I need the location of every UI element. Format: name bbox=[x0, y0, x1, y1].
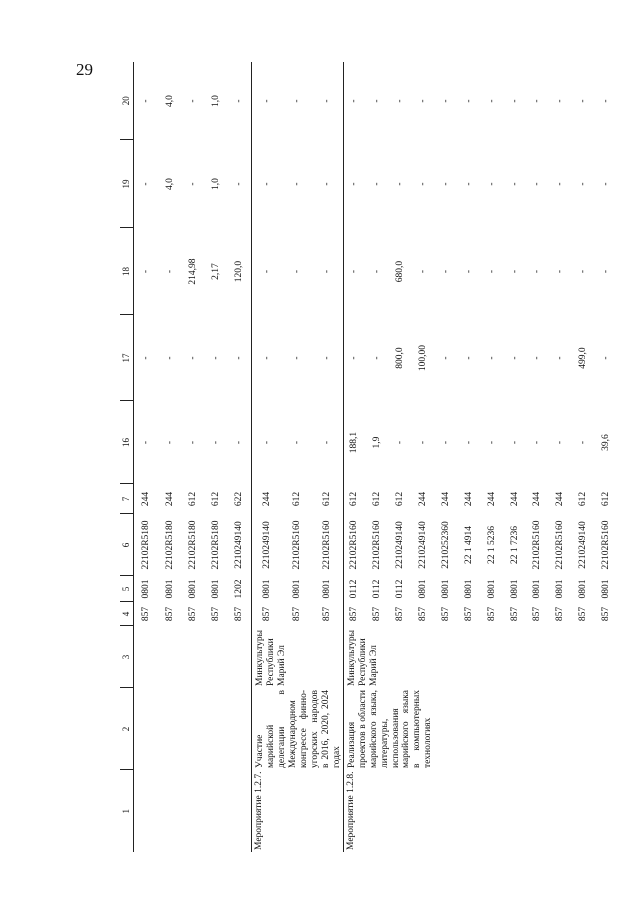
target-article-cell: 22 1 4914 bbox=[463, 526, 474, 564]
value-cell-17: - bbox=[252, 315, 283, 401]
value-cell-19: - bbox=[578, 182, 589, 186]
target-article-cell: 22102R5180 bbox=[188, 520, 199, 570]
executor-cell bbox=[134, 626, 160, 688]
value-cell-19: - bbox=[486, 182, 497, 186]
header-cell: 5 bbox=[120, 576, 134, 602]
table-row bbox=[206, 62, 229, 852]
expense-type-cell: 244 bbox=[463, 491, 474, 507]
value-cell-19: - bbox=[532, 182, 543, 186]
value-cell-20: - bbox=[252, 62, 283, 140]
value-cell-18: - bbox=[601, 269, 612, 274]
value-cell-16: - bbox=[291, 440, 302, 445]
header-cell: 1 bbox=[120, 770, 134, 852]
value-cell-18: 2,17 bbox=[211, 263, 222, 280]
expense-type-cell: 612 bbox=[395, 491, 406, 507]
value-cell-18: 120,0 bbox=[234, 260, 245, 283]
value-cell-18: - bbox=[463, 269, 474, 274]
value-cell-18: - bbox=[440, 269, 451, 274]
grbs-cell: 857 bbox=[601, 606, 612, 622]
expense-type-cell: 244 bbox=[252, 484, 283, 514]
target-article-cell: 22102R5180 bbox=[165, 520, 176, 570]
grbs-cell: 857 bbox=[211, 606, 222, 622]
value-cell-17: - bbox=[463, 356, 474, 360]
expense-type-cell: 244 bbox=[509, 491, 520, 507]
target-article-cell: 22102R5160 bbox=[291, 520, 302, 570]
value-cell-19: 4,0 bbox=[165, 178, 176, 190]
value-cell-16: - bbox=[417, 440, 428, 445]
table-row bbox=[252, 62, 283, 852]
value-cell-20: - bbox=[555, 99, 566, 103]
value-cell-17: - bbox=[601, 356, 612, 360]
value-cell-18: - bbox=[372, 269, 383, 274]
description-cell bbox=[229, 688, 252, 770]
description-cell: Реализация проектов в области марийского языка, литературы, использования марийского языка в компьютерных технологиях bbox=[343, 688, 618, 770]
table-row bbox=[229, 62, 252, 852]
value-cell-20: - bbox=[395, 99, 406, 103]
grbs-cell: 857 bbox=[321, 606, 332, 622]
section-cell: 0801 bbox=[252, 576, 283, 602]
expense-type-cell: 612 bbox=[188, 491, 199, 507]
header-cell: 7 bbox=[120, 484, 134, 514]
value-cell-16: - bbox=[188, 440, 199, 445]
value-cell-16: - bbox=[440, 440, 451, 445]
value-cell-19: 1,0 bbox=[211, 178, 222, 190]
value-cell-19: - bbox=[321, 182, 332, 186]
executor-cell bbox=[160, 626, 183, 688]
target-article-cell: 22102R5160 bbox=[555, 520, 566, 570]
value-cell-17: - bbox=[321, 356, 332, 360]
value-cell-20: - bbox=[509, 99, 520, 103]
section-cell: 0112 bbox=[395, 579, 406, 599]
value-cell-18: - bbox=[532, 269, 543, 274]
grbs-cell: 857 bbox=[343, 602, 366, 626]
value-cell-18: - bbox=[486, 269, 497, 274]
value-cell-19: - bbox=[234, 182, 245, 186]
event-cell bbox=[160, 770, 183, 852]
value-cell-18: - bbox=[578, 269, 589, 274]
value-cell-20: - bbox=[601, 99, 612, 103]
value-cell-20: 1,0 bbox=[211, 95, 222, 107]
grbs-cell: 857 bbox=[440, 606, 451, 622]
value-cell-19: - bbox=[395, 182, 406, 186]
section-cell: 0801 bbox=[188, 579, 199, 599]
section-cell: 0801 bbox=[509, 579, 520, 599]
grbs-cell: 857 bbox=[140, 606, 151, 622]
value-cell-19: - bbox=[417, 182, 428, 186]
expense-type-cell: 612 bbox=[601, 491, 612, 507]
header-cell: 20 bbox=[120, 62, 134, 140]
executor-cell bbox=[183, 626, 206, 688]
grbs-cell: 857 bbox=[395, 606, 406, 622]
value-cell-16: 39,6 bbox=[601, 434, 612, 451]
value-cell-16: - bbox=[165, 440, 176, 445]
table-row bbox=[160, 62, 183, 852]
value-cell-18: - bbox=[555, 269, 566, 274]
value-cell-19: - bbox=[188, 182, 199, 186]
page-number: 29 bbox=[76, 60, 93, 79]
header-cell: 17 bbox=[120, 315, 134, 401]
header-row bbox=[120, 62, 134, 852]
target-article-cell: 2210249140 bbox=[234, 521, 245, 569]
description-cell: Участие марийской делегации в Международном конгрессе финно-угорских народов в 2016, 2020, 2024 годах bbox=[252, 688, 343, 770]
value-cell-16: 188,1 bbox=[343, 401, 366, 484]
grbs-cell: 857 bbox=[463, 606, 474, 622]
value-cell-19: - bbox=[252, 140, 283, 228]
expense-type-cell: 244 bbox=[417, 491, 428, 507]
table-body bbox=[134, 62, 619, 852]
section-cell: 0801 bbox=[601, 579, 612, 599]
event-cell bbox=[206, 770, 229, 852]
value-cell-19: - bbox=[372, 182, 383, 186]
value-cell-20: - bbox=[578, 99, 589, 103]
value-cell-16: - bbox=[252, 401, 283, 484]
value-cell-19: - bbox=[555, 182, 566, 186]
target-article-cell: 22102R5160 bbox=[372, 520, 383, 570]
target-article-cell: 2210249140 bbox=[395, 521, 406, 569]
value-cell-17: - bbox=[343, 315, 366, 401]
value-cell-17: - bbox=[188, 356, 199, 360]
event-cell: Мероприятие 1.2.7. bbox=[252, 770, 343, 852]
value-cell-19: - bbox=[140, 182, 151, 186]
value-cell-20: - bbox=[140, 99, 151, 103]
value-cell-20: - bbox=[234, 99, 245, 103]
value-cell-18: - bbox=[509, 269, 520, 274]
value-cell-17: 100,00 bbox=[417, 344, 428, 372]
value-cell-20: - bbox=[417, 99, 428, 103]
section-cell: 0801 bbox=[555, 579, 566, 599]
value-cell-20: - bbox=[486, 99, 497, 103]
value-cell-20: - bbox=[291, 99, 302, 103]
target-article-cell: 22 1 5236 bbox=[486, 526, 497, 564]
executor-cell bbox=[229, 626, 252, 688]
table-row bbox=[343, 62, 366, 852]
expense-type-cell: 244 bbox=[165, 491, 176, 507]
value-cell-18: 214,98 bbox=[188, 258, 199, 285]
section-cell: 0801 bbox=[417, 579, 428, 599]
value-cell-16: - bbox=[395, 440, 406, 445]
value-cell-17: - bbox=[211, 356, 222, 360]
section-cell: 0801 bbox=[211, 579, 222, 599]
section-cell: 0112 bbox=[343, 576, 366, 602]
grbs-cell: 857 bbox=[188, 606, 199, 622]
header-cell: 19 bbox=[120, 140, 134, 228]
value-cell-16: - bbox=[211, 440, 222, 445]
grbs-cell: 857 bbox=[165, 606, 176, 622]
executor-cell: Минкультуры Республики Марий Эл bbox=[252, 626, 343, 688]
value-cell-16: - bbox=[509, 440, 520, 445]
expense-type-cell: 244 bbox=[555, 491, 566, 507]
event-cell: Мероприятие 1.2.8. bbox=[343, 770, 618, 852]
event-cell bbox=[134, 770, 160, 852]
section-cell: 0801 bbox=[578, 579, 589, 599]
section-cell: 0801 bbox=[165, 579, 176, 599]
value-cell-20: - bbox=[372, 99, 383, 103]
target-article-cell: 2210252360 bbox=[440, 521, 451, 569]
executor-cell bbox=[206, 626, 229, 688]
value-cell-16: - bbox=[140, 440, 151, 445]
value-cell-17: 499,0 bbox=[578, 347, 589, 369]
value-cell-19: - bbox=[601, 182, 612, 186]
budget-table bbox=[120, 62, 619, 852]
grbs-cell: 857 bbox=[234, 606, 245, 622]
expense-type-cell: 244 bbox=[440, 491, 451, 507]
target-article-cell: 22102R5160 bbox=[532, 520, 543, 570]
rotated-table-container bbox=[120, 62, 612, 852]
grbs-cell: 857 bbox=[291, 606, 302, 622]
value-cell-20: - bbox=[532, 99, 543, 103]
value-cell-18: - bbox=[343, 228, 366, 315]
header-cell: 16 bbox=[120, 401, 134, 484]
section-cell: 0112 bbox=[372, 579, 383, 599]
expense-type-cell: 244 bbox=[486, 491, 497, 507]
header-cell: 6 bbox=[120, 514, 134, 576]
expense-type-cell: 612 bbox=[343, 484, 366, 514]
grbs-cell: 857 bbox=[532, 606, 543, 622]
value-cell-18: - bbox=[417, 269, 428, 274]
value-cell-19: - bbox=[291, 182, 302, 186]
expense-type-cell: 244 bbox=[140, 491, 151, 507]
section-cell: 0801 bbox=[291, 579, 302, 599]
value-cell-17: - bbox=[486, 356, 497, 360]
description-cell bbox=[183, 688, 206, 770]
description-cell bbox=[206, 688, 229, 770]
value-cell-18: - bbox=[252, 228, 283, 315]
value-cell-19: - bbox=[463, 182, 474, 186]
header-cell: 3 bbox=[120, 626, 134, 688]
value-cell-16: 1,9 bbox=[372, 436, 383, 449]
value-cell-17: - bbox=[555, 356, 566, 360]
section-cell: 0801 bbox=[140, 579, 151, 599]
target-article-cell: 22102R5160 bbox=[321, 520, 332, 570]
expense-type-cell: 612 bbox=[291, 491, 302, 507]
header-cell: 2 bbox=[120, 688, 134, 770]
header-cell: 18 bbox=[120, 228, 134, 315]
value-cell-19: - bbox=[509, 182, 520, 186]
value-cell-19: - bbox=[343, 140, 366, 228]
value-cell-17: - bbox=[291, 356, 302, 360]
target-article-cell: 22102R5160 bbox=[601, 520, 612, 570]
grbs-cell: 857 bbox=[372, 606, 383, 622]
header-cell: 4 bbox=[120, 602, 134, 626]
event-cell bbox=[229, 770, 252, 852]
grbs-cell: 857 bbox=[509, 606, 520, 622]
value-cell-20: - bbox=[188, 99, 199, 103]
description-cell bbox=[160, 688, 183, 770]
table-row bbox=[134, 62, 160, 852]
value-cell-17: - bbox=[440, 356, 451, 360]
value-cell-19: - bbox=[440, 182, 451, 186]
value-cell-17: - bbox=[165, 356, 176, 360]
value-cell-17: 800,0 bbox=[395, 347, 406, 369]
value-cell-20: - bbox=[343, 62, 366, 140]
value-cell-20: - bbox=[440, 99, 451, 103]
value-cell-16: - bbox=[555, 440, 566, 445]
value-cell-16: - bbox=[321, 440, 332, 445]
target-article-cell: 2210249140 bbox=[578, 521, 589, 569]
expense-type-cell: 612 bbox=[211, 491, 222, 507]
value-cell-17: - bbox=[372, 356, 383, 360]
value-cell-17: - bbox=[532, 356, 543, 360]
expense-type-cell: 622 bbox=[234, 491, 245, 507]
section-cell: 0801 bbox=[463, 579, 474, 599]
grbs-cell: 857 bbox=[252, 602, 283, 626]
expense-type-cell: 612 bbox=[578, 491, 589, 507]
target-article-cell: 22102R5180 bbox=[211, 520, 222, 570]
value-cell-18: 680,0 bbox=[395, 260, 406, 283]
section-cell: 0801 bbox=[440, 579, 451, 599]
target-article-cell: 2210249140 bbox=[252, 514, 283, 576]
section-cell: 0801 bbox=[321, 579, 332, 599]
value-cell-20: - bbox=[463, 99, 474, 103]
value-cell-20: - bbox=[321, 99, 332, 103]
grbs-cell: 857 bbox=[486, 606, 497, 622]
value-cell-16: - bbox=[486, 440, 497, 445]
value-cell-16: - bbox=[532, 440, 543, 445]
value-cell-18: - bbox=[165, 269, 176, 274]
description-cell bbox=[134, 688, 160, 770]
target-article-cell: 22102R5160 bbox=[343, 514, 366, 576]
grbs-cell: 857 bbox=[555, 606, 566, 622]
value-cell-18: - bbox=[291, 269, 302, 274]
expense-type-cell: 244 bbox=[532, 491, 543, 507]
section-cell: 0801 bbox=[486, 579, 497, 599]
grbs-cell: 857 bbox=[417, 606, 428, 622]
event-cell bbox=[183, 770, 206, 852]
grbs-cell: 857 bbox=[578, 606, 589, 622]
value-cell-17: - bbox=[509, 356, 520, 360]
value-cell-18: - bbox=[140, 269, 151, 274]
table-row bbox=[183, 62, 206, 852]
value-cell-16: - bbox=[234, 440, 245, 445]
section-cell: 1202 bbox=[234, 579, 245, 599]
value-cell-16: - bbox=[463, 440, 474, 445]
executor-cell: Минкультуры Республики Марий Эл bbox=[343, 626, 618, 688]
section-cell: 0801 bbox=[532, 579, 543, 599]
value-cell-17: - bbox=[140, 356, 151, 360]
value-cell-16: - bbox=[578, 440, 589, 445]
target-article-cell: 2210249140 bbox=[417, 521, 428, 569]
target-article-cell: 22102R5180 bbox=[140, 520, 151, 570]
value-cell-18: - bbox=[321, 269, 332, 274]
value-cell-20: 4,0 bbox=[165, 95, 176, 107]
expense-type-cell: 612 bbox=[372, 491, 383, 507]
value-cell-17: - bbox=[234, 356, 245, 360]
expense-type-cell: 612 bbox=[321, 491, 332, 507]
target-article-cell: 22 1 7236 bbox=[509, 526, 520, 564]
